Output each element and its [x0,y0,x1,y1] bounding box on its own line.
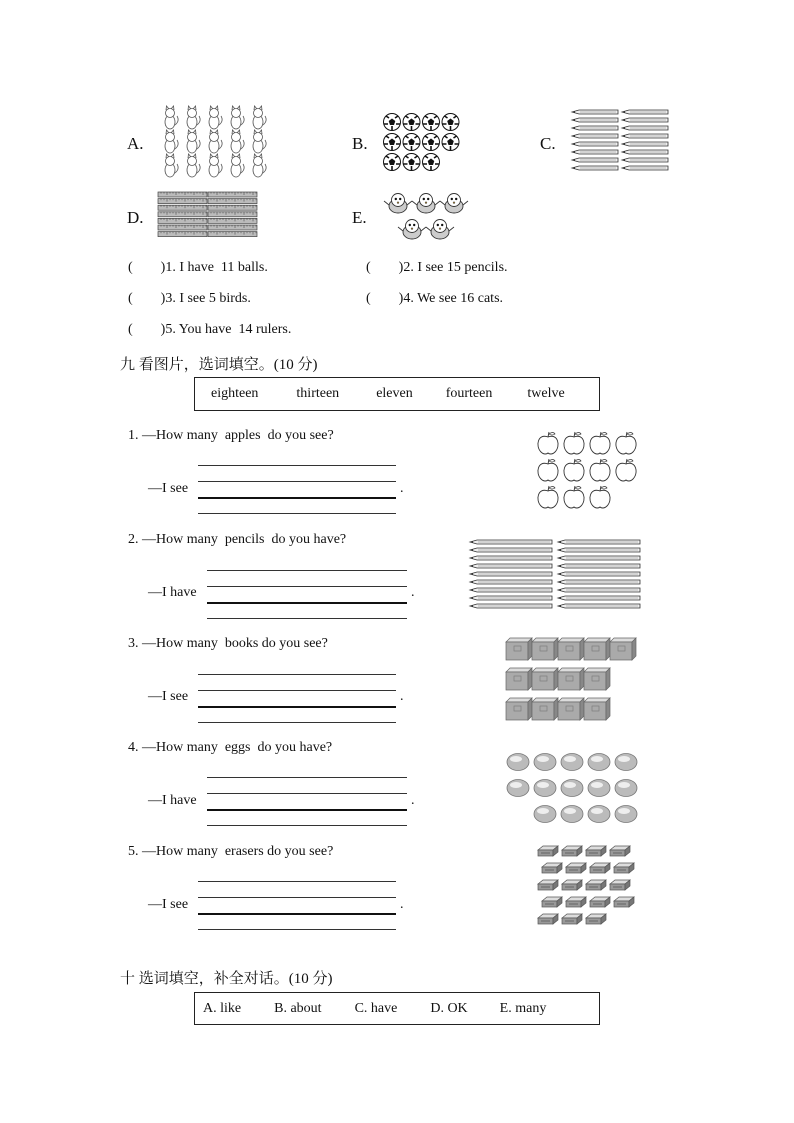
writing-line [207,825,407,826]
eraser-icon [538,880,558,890]
ball-icon [403,134,420,151]
cat-icon [253,130,266,153]
birds-picture [384,190,468,246]
apple-icon [616,459,636,481]
ball-icon [403,114,420,131]
writing-line [198,897,396,898]
egg-icon [588,806,610,823]
books-picture [504,634,644,728]
egg-icon [615,754,637,771]
pencil-icon [470,548,552,552]
bird-icon [384,194,412,214]
cat-icon [187,154,200,177]
egg-icon [534,754,556,771]
pencil-icon [558,564,640,568]
ball-icon [442,114,459,131]
ruler-icon [208,205,257,210]
option-bank-item: B. about [274,1000,322,1016]
cat-icon [165,106,178,129]
rulers-picture [158,192,258,242]
pencil-icon [558,596,640,600]
answer-5-period: . [400,897,404,912]
writing-line [198,690,396,691]
book-icon [558,698,584,720]
eraser-icon [562,914,582,924]
pencil-icon [558,556,640,560]
eraser-icon [586,846,606,856]
eraser-icon [562,846,582,856]
ruler-icon [158,218,207,223]
cat-icon [187,130,200,153]
pencil-icon [558,548,640,552]
cat-icon [165,154,178,177]
word-bank [194,377,600,411]
writing-line [207,777,407,778]
pencils-picture-2 [470,540,642,614]
pencil-icon [572,142,618,146]
writing-line[interactable] [198,497,396,499]
writing-line [198,513,396,514]
pencil-icon [558,580,640,584]
book-icon [506,668,532,690]
pencil-icon [558,540,640,544]
writing-line [198,722,396,723]
pencil-icon [622,126,668,130]
pencil-icon [558,588,640,592]
apple-icon [564,486,584,508]
book-icon [584,668,610,690]
cat-icon [165,130,178,153]
book-icon [610,638,636,660]
answer-1-prefix: —I see [148,481,189,496]
ruler-icon [208,199,257,204]
book-icon [532,698,558,720]
word-bank-item: eleven [376,386,413,401]
answer-4-period: . [411,793,415,808]
writing-line [207,793,407,794]
cat-icon [209,154,222,177]
writing-line [198,881,396,882]
pencil-icon [622,166,668,170]
cat-icon [187,106,200,129]
cat-icon [231,130,244,153]
eraser-icon [538,914,558,924]
book-icon [506,698,532,720]
pencil-icon [470,572,552,576]
book-icon [584,698,610,720]
ruler-icon [208,225,257,230]
pencil-icon [470,604,552,608]
apple-icon [590,432,610,454]
eraser-icon [586,880,606,890]
apple-icon [616,432,636,454]
apples-picture [534,430,644,512]
egg-icon [507,780,529,797]
egg-icon [561,780,583,797]
ruler-icon [158,212,207,217]
pencil-icon [572,134,618,138]
pencil-icon [470,556,552,560]
pencil-icon [572,158,618,162]
pencils-picture [572,110,670,176]
section-10-title: 十 选词填空，补全对话。(10 分) [120,971,333,987]
balls-picture [382,112,466,174]
book-icon [558,638,584,660]
cat-icon [209,106,222,129]
eraser-icon [542,863,562,873]
pencil-icon [622,134,668,138]
word-bank-item: eighteen [211,386,259,401]
ruler-icon [158,199,207,204]
pencil-icon [572,110,618,114]
ball-icon [403,154,420,171]
word-bank-item: fourteen [445,386,493,401]
cat-icon [253,154,266,177]
writing-line [198,929,396,930]
writing-line [207,586,407,587]
eraser-icon [542,897,562,907]
pencil-icon [622,110,668,114]
answer-1-period: . [400,481,404,496]
writing-line[interactable] [207,602,407,604]
bird-icon [398,220,426,240]
answer-3-prefix: —I see [148,689,189,704]
answer-4-prefix: —I have [148,793,197,808]
pencil-icon [572,118,618,122]
book-icon [558,668,584,690]
ruler-icon [158,205,207,210]
eraser-icon [586,914,606,924]
apple-icon [538,432,558,454]
answer-3-period: . [400,689,404,704]
eraser-icon [614,863,634,873]
ball-icon [423,114,440,131]
word-bank-item: thirteen [296,386,340,401]
matching-statement-3: ( )3. I see 5 birds. [128,291,251,306]
option-b-letter: B. [352,134,368,153]
eraser-icon [610,846,630,856]
pencil-icon [622,118,668,122]
ruler-icon [158,232,207,237]
ball-icon [423,154,440,171]
option-bank-item: D. OK [430,1000,468,1016]
egg-icon [561,806,583,823]
pencil-icon [470,596,552,600]
matching-statement-5: ( )5. You have 14 rulers. [128,322,292,337]
question-4: 4. —How many eggs do you have? [128,740,333,755]
ball-icon [384,154,401,171]
ruler-icon [208,212,257,217]
eraser-icon [590,863,610,873]
section-9-title: 九 看图片，选词填空。(10 分) [120,357,318,373]
pencil-icon [470,540,552,544]
eraser-icon [566,863,586,873]
cat-icon [231,106,244,129]
writing-line [207,570,407,571]
egg-icon [507,754,529,771]
ruler-icon [208,232,257,237]
writing-line [198,465,396,466]
eggs-picture [504,750,650,828]
word-bank-item: twelve [527,386,565,401]
book-icon [506,638,532,660]
answer-2-prefix: —I have [148,585,197,600]
option-bank-item: A. like [203,1000,242,1016]
option-bank [194,992,600,1025]
question-2: 2. —How many pencils do you have? [128,532,347,547]
writing-line [198,674,396,675]
answer-2-period: . [411,585,415,600]
question-3: 3. —How many books do you see? [128,636,328,651]
eraser-icon [566,897,586,907]
apple-icon [538,486,558,508]
eraser-icon [562,880,582,890]
eraser-icon [614,897,634,907]
apple-icon [564,432,584,454]
cat-icon [231,154,244,177]
pencil-icon [558,572,640,576]
option-bank-item: E. many [499,1000,547,1016]
option-e-letter: E. [352,208,367,227]
writing-line [198,481,396,482]
cat-icon [253,106,266,129]
eraser-icon [610,880,630,890]
egg-icon [561,754,583,771]
question-1: 1. —How many apples do you see? [128,428,334,443]
ball-icon [442,134,459,151]
matching-statement-1: ( )1. I have 11 balls. [128,260,268,275]
bird-icon [440,194,468,214]
pencil-icon [558,604,640,608]
pencil-icon [622,150,668,154]
book-icon [584,638,610,660]
matching-statement-2: ( )2. I see 15 pencils. [366,260,508,275]
writing-line[interactable] [198,706,396,708]
writing-line [207,618,407,619]
bird-icon [426,220,454,240]
question-5: 5. —How many erasers do you see? [128,844,334,859]
book-icon [532,638,558,660]
pencil-icon [622,158,668,162]
book-icon [532,668,558,690]
ball-icon [384,114,401,131]
apple-icon [538,459,558,481]
pencil-icon [470,564,552,568]
pencil-icon [470,588,552,592]
option-d-letter: D. [127,208,144,227]
egg-icon [534,780,556,797]
answer-5-prefix: —I see [148,897,189,912]
option-bank-item: C. have [354,1000,398,1016]
pencil-icon [622,142,668,146]
ruler-icon [208,192,257,197]
eraser-icon [538,846,558,856]
option-c-letter: C. [540,134,556,153]
eraser-icon [590,897,610,907]
cat-icon [209,130,222,153]
writing-line[interactable] [207,809,407,811]
apple-icon [590,459,610,481]
writing-line[interactable] [198,913,396,915]
ball-icon [384,134,401,151]
egg-icon [588,780,610,797]
cats-picture [158,104,278,178]
apple-icon [590,486,610,508]
ruler-icon [158,225,207,230]
bird-icon [412,194,440,214]
egg-icon [534,806,556,823]
pencil-icon [572,166,618,170]
pencil-icon [572,126,618,130]
egg-icon [615,780,637,797]
egg-icon [588,754,610,771]
apple-icon [564,459,584,481]
ruler-icon [158,192,207,197]
ball-icon [423,134,440,151]
pencil-icon [572,150,618,154]
matching-statement-4: ( )4. We see 16 cats. [366,291,504,306]
egg-icon [615,806,637,823]
option-a-letter: A. [127,134,144,153]
erasers-picture [536,844,644,936]
pencil-icon [470,580,552,584]
ruler-icon [208,218,257,223]
